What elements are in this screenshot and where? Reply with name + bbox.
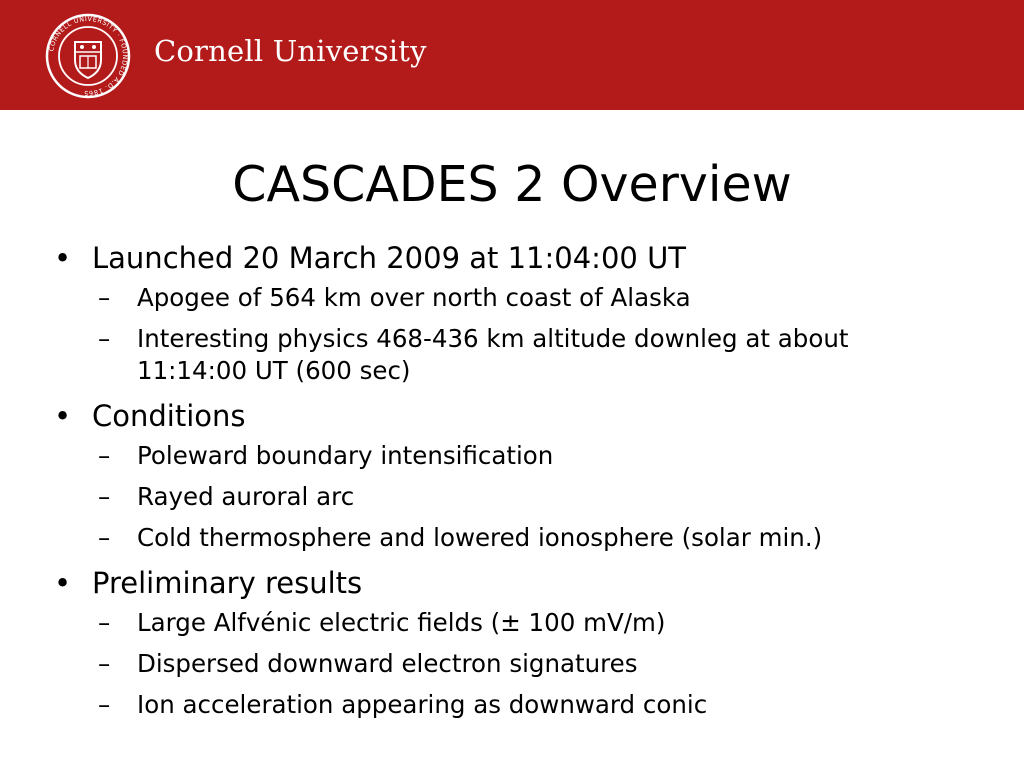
sub-bullet-text: Rayed auroral arc — [137, 482, 355, 511]
bullet-text: Preliminary results — [92, 566, 363, 600]
slide-title: CASCADES 2 Overview — [232, 156, 792, 213]
bullet-marker: • — [54, 399, 72, 433]
sub-bullet-marker: – — [98, 482, 111, 511]
bullet-group — [54, 563, 954, 721]
header-band — [0, 0, 1024, 110]
bullet-group — [54, 238, 954, 387]
bullet-text: Conditions — [92, 399, 246, 433]
bullet-item — [54, 396, 954, 436]
bullet-list — [54, 238, 954, 730]
sub-bullet-marker: – — [98, 324, 111, 353]
sub-bullet-text: Dispersed downward electron signatures — [137, 649, 638, 678]
bullet-item — [54, 238, 954, 278]
sub-bullet-text: Large Alfvénic electric fields (± 100 mV/m) — [137, 608, 666, 637]
sub-bullet-text: Cold thermosphere and lowered ionosphere (solar min.) — [137, 523, 823, 552]
sub-bullet-item — [54, 522, 954, 554]
sub-bullet-item — [54, 689, 954, 721]
bullet-marker: • — [54, 566, 72, 600]
cornell-seal-logo — [44, 12, 132, 100]
sub-bullet-marker: – — [98, 690, 111, 719]
sub-bullet-text: Apogee of 564 km over north coast of Alaska — [137, 283, 691, 312]
sub-bullet-text: Poleward boundary intensification — [137, 441, 554, 470]
bullet-marker: • — [54, 241, 72, 275]
sub-bullet-marker: – — [98, 283, 111, 312]
sub-bullet-text: Interesting physics 468-436 km altitude downleg at about 11:14:00 UT (600 sec) — [137, 324, 849, 385]
bullet-text: Launched 20 March 2009 at 11:04:00 UT — [92, 241, 687, 275]
sub-bullet-item — [54, 282, 954, 314]
sub-bullet-marker: – — [98, 441, 111, 470]
sub-bullet-marker: – — [98, 649, 111, 678]
sub-bullet-item — [54, 481, 954, 513]
svg-text:CORNELL UNIVERSITY · FOUNDED A: CORNELL UNIVERSITY · FOUNDED A.D. 1865 — [47, 14, 130, 98]
sub-bullet-item — [54, 440, 954, 472]
sub-bullet-item — [54, 607, 954, 639]
bullet-group — [54, 396, 954, 554]
university-wordmark: Cornell University — [154, 34, 427, 68]
sub-bullet-item — [54, 323, 954, 387]
sub-bullet-marker: – — [98, 523, 111, 552]
sub-bullet-text: Ion acceleration appearing as downward conic — [137, 690, 708, 719]
bullet-item — [54, 563, 954, 603]
sub-bullet-marker: – — [98, 608, 111, 637]
sub-bullet-item — [54, 648, 954, 680]
